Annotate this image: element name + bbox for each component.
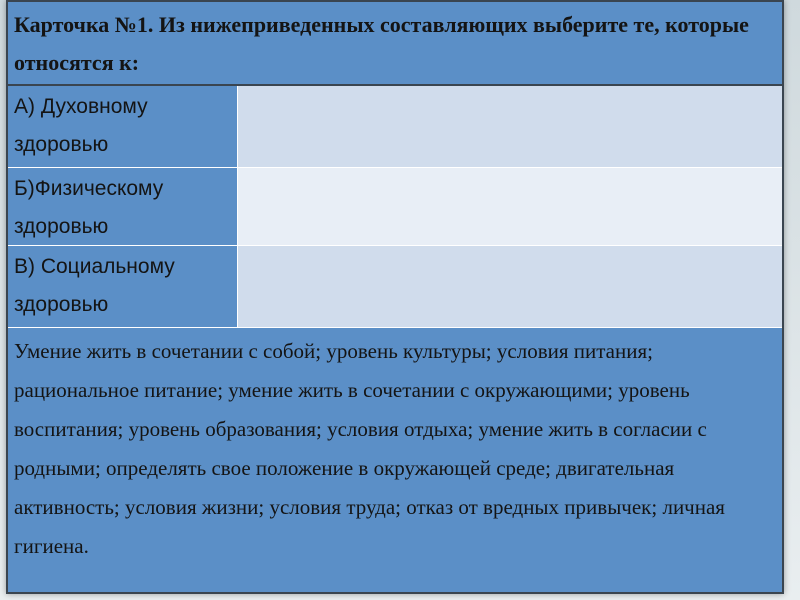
row-label: А) Духовному здоровью — [14, 95, 148, 156]
card-title: Карточка №1. Из нижеприведенных составляющих выберите те, которые относятся к: — [14, 12, 749, 75]
row-label-cell — [8, 86, 238, 167]
components-text: Умение жить в сочетании с собой; уровень культуры; условия питания; рациональное питание; умение жить в сочетании с окружающими; уровень воспитания; уровень образования; условия отдыха; умение жить в согласии с родными; определять свое положение в окружающей среде; двигательная активность; условия жизни; условия труда; отказ от вредных привычек; личная гигиена. — [14, 339, 725, 558]
row-label-cell — [8, 168, 238, 245]
row-label: Б)Физическому здоровью — [14, 177, 164, 238]
table-row-physical — [8, 168, 782, 246]
answer-cell-physical[interactable] — [238, 168, 782, 245]
table-row-social — [8, 246, 782, 328]
card-header — [8, 2, 782, 86]
row-label: В) Социальному здоровью — [14, 255, 175, 316]
row-label-cell — [8, 246, 238, 327]
answer-cell-spiritual[interactable] — [238, 86, 782, 167]
answer-cell-social[interactable] — [238, 246, 782, 327]
table-row-spiritual — [8, 86, 782, 168]
components-list-row — [8, 328, 782, 592]
task-card — [6, 0, 784, 594]
